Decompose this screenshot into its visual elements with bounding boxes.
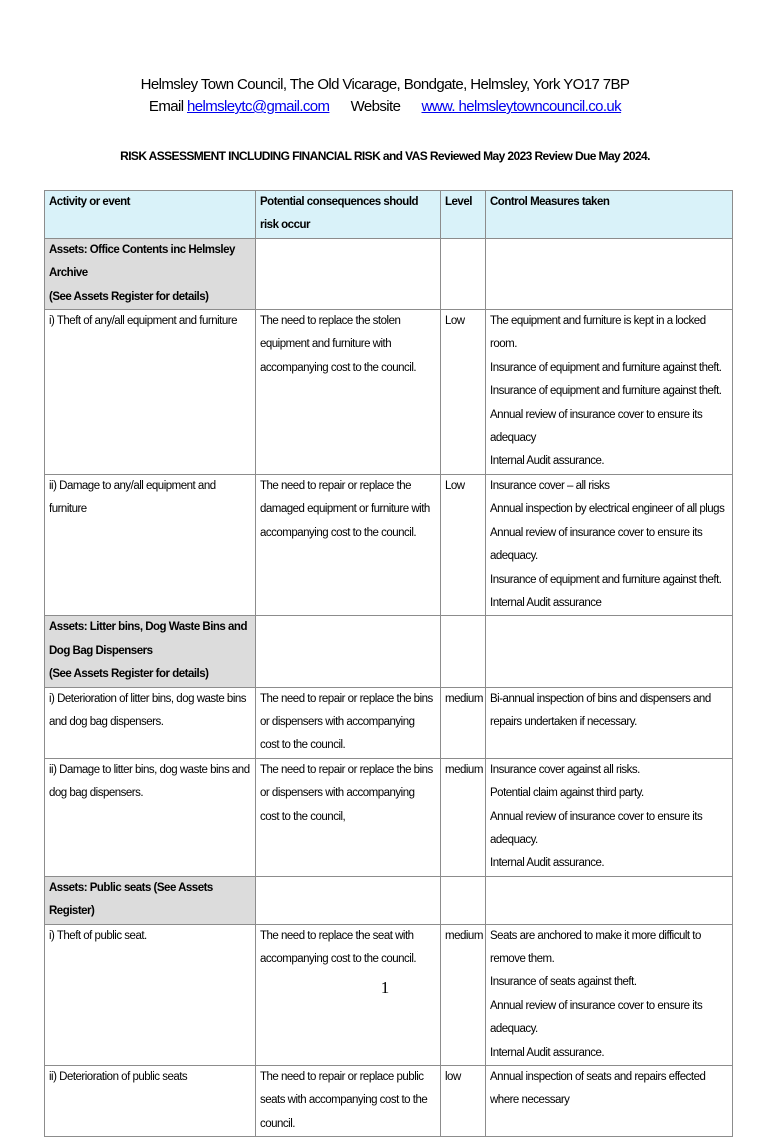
control-measure: Bi-annual inspection of bins and dispensers and repairs undertaken if necessary. [490,692,711,728]
level-cell: Low [441,310,486,475]
header-control-measures: Control Measures taken [486,191,733,239]
header-activity: Activity or event [45,191,256,239]
control-measure: Internal Audit assurance [490,596,602,609]
empty-cell [441,238,486,309]
control-measure: Internal Audit assurance. [490,857,605,870]
control-measure: Insurance of equipment and furniture against theft. [490,573,722,586]
control-measure: Insurance cover against all risks. [490,763,640,776]
control-measure: Insurance of seats against theft. [490,976,637,989]
level-cell: medium [441,924,486,1065]
control-measures-cell [486,687,733,758]
section-title [45,238,256,309]
page-number: 1 [380,978,390,997]
document-title: RISK ASSESSMENT INCLUDING FINANCIAL RISK and VAS Reviewed May 2023 Review Due May 2024. [120,149,650,163]
empty-cell [256,876,441,924]
control-measures-cell [486,474,733,615]
empty-cell [486,616,733,687]
control-measures-cell [486,758,733,876]
section-title-line: (See Assets Register for details) [49,668,209,681]
section-title [45,876,256,924]
section-title-line: (See Assets Register for details) [49,290,209,303]
section-title [45,616,256,687]
section-row [45,876,733,924]
section-row [45,238,733,309]
control-measure: Potential claim against third party. [490,787,644,800]
empty-cell [256,616,441,687]
control-measure: Annual review of insurance cover to ensure its adequacy. [490,526,703,563]
table-row [45,687,733,758]
empty-cell [256,238,441,309]
council-address: Helmsley Town Council, The Old Vicarage, Bondgate, Helmsley, York YO17 7BP [140,76,630,93]
table-row [45,758,733,876]
control-measure: Seats are anchored to make it more difficult to remove them. [490,929,701,965]
control-measure: Annual inspection of seats and repairs effected where necessary [490,1071,706,1107]
control-measure: Annual review of insurance cover to ensure its adequacy [490,408,703,445]
section-title-line: Assets: Office Contents inc Helmsley Archive [49,243,235,280]
table-row [45,1066,733,1137]
empty-cell [486,876,733,924]
activity-cell: i) Theft of public seat. [45,924,256,1065]
table-row [45,474,733,615]
level-cell: medium [441,758,486,876]
letterhead [0,74,770,118]
activity-cell: ii) Damage to litter bins, dog waste bins and dog bag dispensers. [45,758,256,876]
empty-cell [486,238,733,309]
control-measures-cell [486,1066,733,1137]
header-level: Level [441,191,486,239]
control-measure: Annual review of insurance cover to ensure its adequacy. [490,810,703,846]
email-label: Email [148,98,184,115]
activity-cell: ii) Deterioration of public seats [45,1066,256,1137]
website-label: Website [350,98,401,115]
table-body [45,238,733,1136]
email-link[interactable]: helmsleytc@gmail.com [187,98,330,115]
empty-cell [441,876,486,924]
consequence-cell: The need to repair or replace the bins or dispensers with accompanying cost to the council. [256,687,441,758]
consequence-cell: The need to replace the stolen equipment and furniture with accompanying cost to the council. [256,310,441,475]
control-measures-cell [486,310,733,475]
level-cell: low [441,1066,486,1137]
control-measure: Insurance of equipment and furniture against theft. [490,385,722,398]
consequence-cell: The need to repair or replace public seats with accompanying cost to the council. [256,1066,441,1137]
control-measure: The equipment and furniture is kept in a locked room. [490,315,706,351]
level-cell: medium [441,687,486,758]
level-cell: Low [441,474,486,615]
control-measure: Internal Audit assurance. [490,1046,605,1059]
header-consequences: Potential consequences should risk occur [256,191,441,239]
website-link[interactable]: www. helmsleytowncouncil.co.uk [421,98,622,115]
consequence-cell: The need to repair or replace the damaged equipment or furniture with accompanying cost to the council. [256,474,441,615]
activity-cell: i) Deterioration of litter bins, dog waste bins and dog bag dispensers. [45,687,256,758]
consequence-cell: The need to replace the seat with accompanying cost to the council. [256,924,441,1065]
contact-line [0,96,770,118]
activity-cell: ii) Damage to any/all equipment and furniture [45,474,256,615]
table-header-row [45,191,733,239]
control-measure: Internal Audit assurance. [490,455,605,468]
control-measure: Annual review of insurance cover to ensure its adequacy. [490,999,703,1036]
section-title-line: Assets: Public seats (See Assets Register) [49,881,213,918]
table-row [45,310,733,475]
control-measure: Insurance cover – all risks [490,479,610,492]
consequence-cell: The need to repair or replace the bins or dispensers with accompanying cost to the council, [256,758,441,876]
activity-cell: i) Theft of any/all equipment and furniture [45,310,256,475]
section-row [45,616,733,687]
section-title-line: Assets: Litter bins, Dog Waste Bins and Dog Bag Dispensers [49,621,247,657]
empty-cell [441,616,486,687]
control-measure: Annual inspection by electrical engineer of all plugs [490,503,725,516]
control-measure: Insurance of equipment and furniture against theft. [490,361,722,374]
